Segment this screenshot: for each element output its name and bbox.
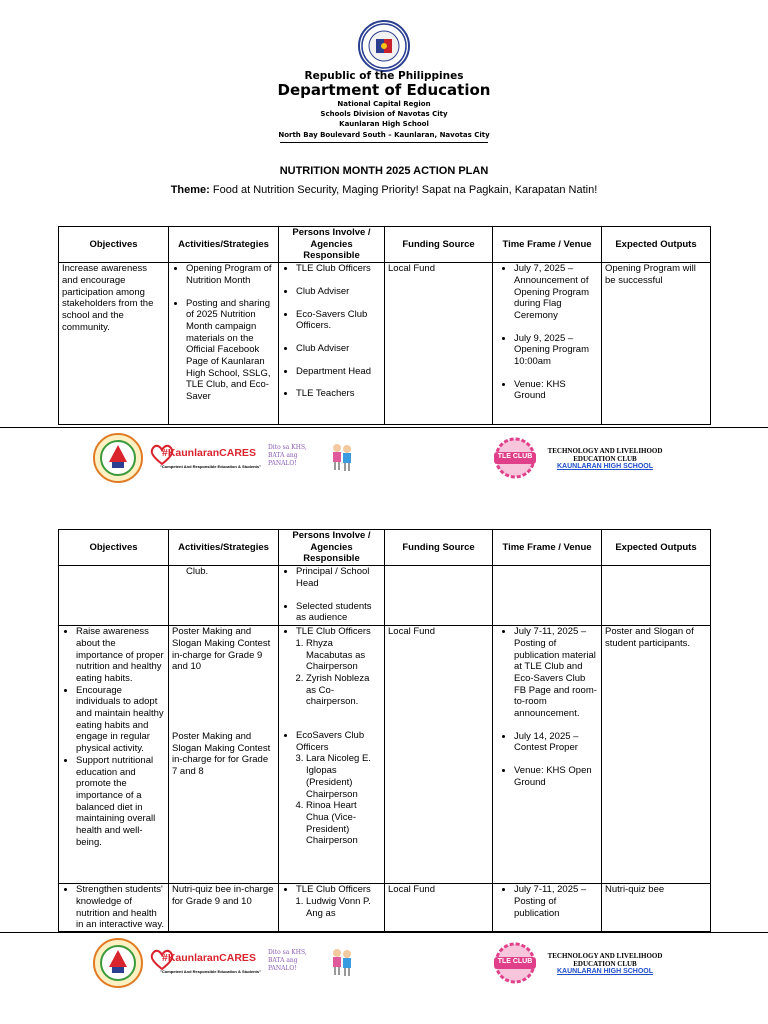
list-item: • TLE Club Officers (296, 626, 381, 638)
cares-tagline: "Competent And Responsible Education & Students" (160, 464, 261, 469)
club-info (540, 447, 670, 470)
list-item: • TLE Club Officers (296, 263, 381, 275)
cares-tagline: "Competent And Responsible Education & Students" (160, 969, 261, 974)
funding-cell: Local Fund (385, 263, 493, 425)
table-header-row (59, 530, 711, 566)
list-item: • July 9, 2025 – Opening Program 10:00am (514, 333, 598, 368)
kids-slogan-line: BATA ang (268, 452, 298, 459)
persons-cell (279, 884, 385, 932)
list-item: • Eco-Savers Club Officers. (296, 309, 381, 332)
list-item: • Selected students as audience (296, 601, 381, 624)
header-divider (280, 142, 488, 143)
activity-text: Poster Making and Slogan Making Contest in-charge for Grade 9 and 10 (172, 626, 271, 673)
time-cell (493, 566, 602, 626)
kaunlaran-cares-logo (150, 947, 260, 987)
kids-slogan-line: BATA ang (268, 957, 298, 964)
list-item: • Support nutritional education and promote the importance of a balanced diet in maintaining overall health and well-being. (76, 755, 165, 849)
header-objectives: Objectives (59, 530, 169, 566)
hashtag-text: #KaunlaranCARES (162, 952, 256, 964)
table-row (59, 566, 711, 626)
time-cell (493, 884, 602, 932)
header-time: Time Frame / Venue (493, 530, 602, 566)
activities-cell: Nutri-quiz bee in-charge for Grade 9 and 10 (169, 884, 279, 932)
list-item: • Club Adviser (296, 343, 381, 355)
list-item: 2. Zyrish Nobleza as Co-chairperson. (306, 673, 381, 708)
list-item: • Department Head (296, 366, 381, 378)
school-line: Kaunlaran High School (339, 120, 429, 128)
club-name-line: EDUCATION CLUB (573, 455, 637, 463)
kaunlaran-cares-logo (150, 442, 260, 482)
activities-cell (169, 566, 279, 626)
region-line: National Capital Region (337, 100, 431, 108)
objective-cell (59, 566, 169, 626)
persons-cell (279, 626, 385, 884)
club-info (540, 952, 670, 975)
kids-slogan (268, 444, 307, 468)
department-heading: Department of Education (277, 81, 491, 99)
republic-heading: Republic of the Philippines (304, 70, 464, 82)
school-link[interactable]: KAUNLARAN HIGH SCHOOL (556, 968, 654, 975)
kids-slogan-line: PANALO! (268, 460, 297, 467)
header-activities: Activities/Strategies (169, 530, 279, 566)
header-persons: Persons Involve / Agencies Responsible (279, 530, 385, 566)
school-logo-icon (92, 937, 144, 989)
kids-slogan (268, 949, 307, 973)
output-cell: Opening Program will be successful (602, 263, 711, 425)
deped-seal (358, 20, 410, 72)
funding-cell: Local Fund (385, 884, 493, 932)
list-item: • Venue: KHS Open Ground (514, 765, 598, 788)
list-item: • Raise awareness about the importance of proper nutrition and healthy eating habits. (76, 626, 165, 685)
output-cell: Nutri-quiz bee (602, 884, 711, 932)
time-cell (493, 263, 602, 425)
document-theme (0, 184, 768, 196)
funding-cell (385, 566, 493, 626)
header-outputs: Expected Outputs (602, 530, 711, 566)
tle-badge-text: TLE CLUB (497, 958, 533, 965)
persons-cell (279, 566, 385, 626)
kids-illustration-icon (330, 947, 354, 977)
list-item: • Opening Program of Nutrition Month (186, 263, 275, 286)
table-row (59, 626, 711, 884)
club-name-line: EDUCATION CLUB (573, 960, 637, 968)
header-persons: Persons Involve / Agencies Responsible (279, 227, 385, 263)
tle-club-logo (490, 941, 540, 985)
theme-label: Theme: (170, 184, 210, 196)
objective-cell (59, 626, 169, 884)
output-cell (602, 566, 711, 626)
activities-cell (169, 626, 279, 884)
activity-text: Club. (186, 566, 209, 578)
list-item: • Strengthen students' knowledge of nutrition and health in an interactive way. (76, 884, 165, 931)
document-title: NUTRITION MONTH 2025 ACTION PLAN (279, 165, 489, 177)
header-outputs: Expected Outputs (602, 227, 711, 263)
division-line: Schools Division of Navotas City (320, 110, 448, 118)
action-plan-table-page-2 (58, 529, 711, 932)
footer-divider (0, 932, 768, 933)
list-item: 4. Rinoa Heart Chua (Vice-President) Chairperson (306, 800, 381, 847)
activity-text: Poster Making and Slogan Making Contest in-charge for for Grade 7 and 8 (172, 730, 271, 778)
list-item: • Venue: KHS Ground (514, 379, 598, 402)
objective-cell: Increase awareness and encourage participation among stakeholders from the school and the community. (59, 263, 169, 425)
kids-slogan-line: PANALO! (268, 965, 297, 972)
list-item: • July 14, 2025 – Contest Proper (514, 731, 598, 754)
funding-cell: Local Fund (385, 626, 493, 884)
list-item: • Encourage individuals to adopt and maintain healthy eating habits and engage in regular physical activity. (76, 685, 165, 755)
tle-badge-text: TLE CLUB (497, 453, 533, 460)
kids-slogan-line: Dito sa KHS, (268, 949, 307, 956)
list-item: 1. Ludwig Vonn P. Ang as (306, 896, 381, 919)
list-item: 3. Lara Nicoleg E. Iglopas (President) Chairperson (306, 753, 381, 800)
header-activities: Activities/Strategies (169, 227, 279, 263)
list-item: • July 7-11, 2025 – Posting of publication (514, 884, 598, 919)
objective-cell (59, 884, 169, 932)
activities-cell (169, 263, 279, 425)
persons-cell (279, 263, 385, 425)
output-cell: Poster and Slogan of student participants. (602, 626, 711, 884)
list-item: • July 7-11, 2025 – Posting of publication material at TLE Club and Eco-Savers Club FB Page and room-to-room announcement. (514, 626, 598, 720)
table-row (59, 263, 711, 425)
list-item: • Club Adviser (296, 286, 381, 298)
tle-club-logo (490, 436, 540, 480)
footer-divider (0, 427, 768, 428)
school-link[interactable]: KAUNLARAN HIGH SCHOOL (556, 463, 654, 470)
header-funding: Funding Source (385, 227, 493, 263)
table-row (59, 884, 711, 932)
kids-slogan-line: Dito sa KHS, (268, 444, 307, 451)
list-item: • July 7, 2025 – Announcement of Opening Program during Flag Ceremony (514, 263, 598, 322)
kids-illustration-icon (330, 442, 354, 472)
table-header-row (59, 227, 711, 263)
header-objectives: Objectives (59, 227, 169, 263)
club-name-line: TECHNOLOGY AND LIVELIHOOD (547, 952, 663, 960)
school-logo-icon (92, 432, 144, 484)
hashtag-text: #KaunlaranCARES (162, 447, 256, 459)
list-item: • TLE Teachers (296, 388, 381, 400)
list-item: • EcoSavers Club Officers (296, 730, 381, 753)
list-item: • Posting and sharing of 2025 Nutrition Month campaign materials on the Official Facebook Page of Kaunlaran High School, SSLG, TLE Club, and Eco-Saver (186, 298, 275, 403)
action-plan-table-page-1 (58, 226, 711, 425)
header-time: Time Frame / Venue (493, 227, 602, 263)
list-item: 1. Rhyza Macabutas as Chairperson (306, 638, 381, 673)
list-item: • TLE Club Officers (296, 884, 381, 896)
theme-text: Food at Nutrition Security, Maging Priority! Sapat na Pagkain, Karapatan Natin! (209, 184, 598, 196)
time-cell (493, 626, 602, 884)
header-funding: Funding Source (385, 530, 493, 566)
address-line: North Bay Boulevard South – Kaunlaran, Navotas City (278, 131, 490, 139)
list-item: • Principal / School Head (296, 566, 381, 589)
club-name-line: TECHNOLOGY AND LIVELIHOOD (547, 447, 663, 455)
